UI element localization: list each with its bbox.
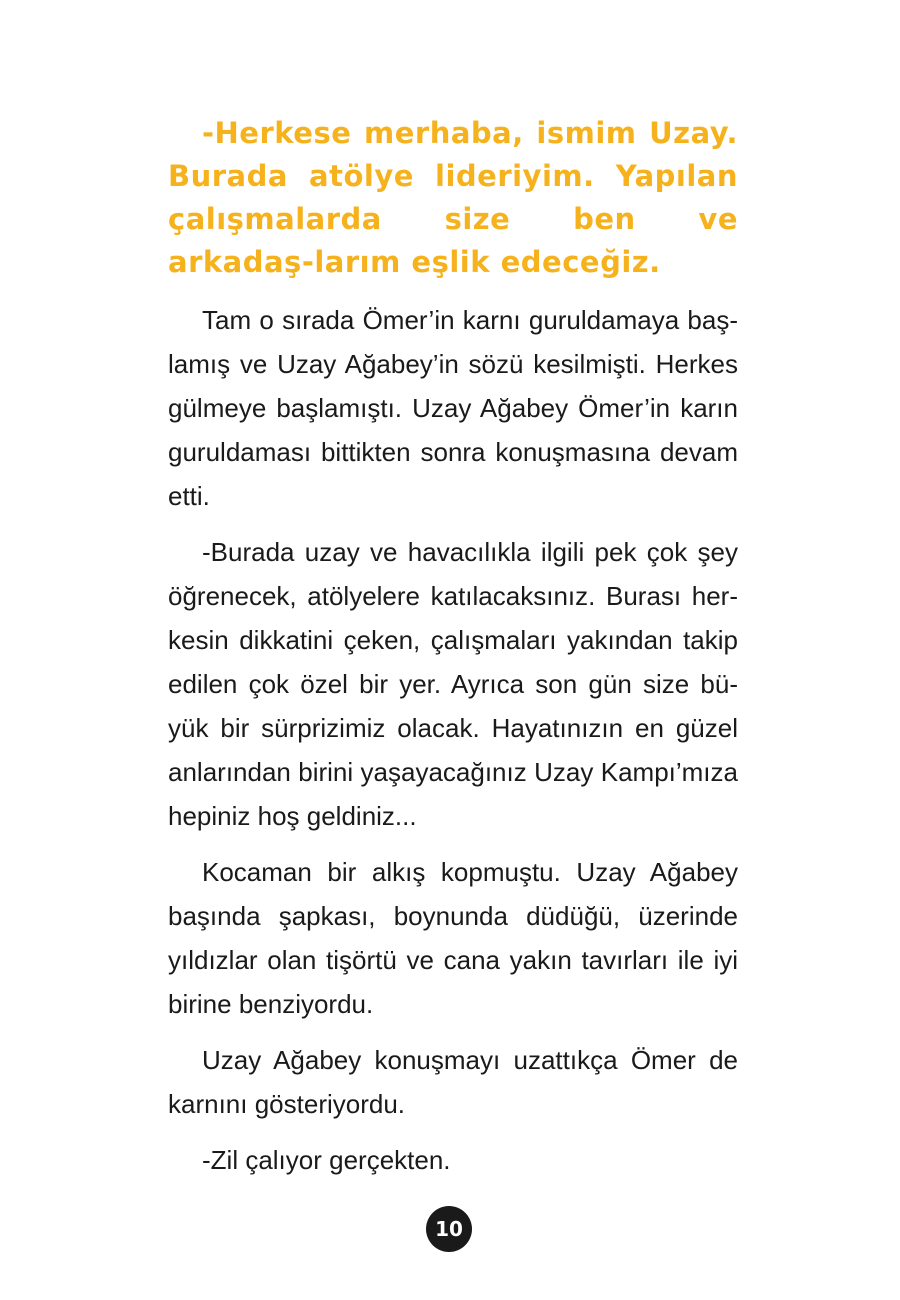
highlighted-dialogue: -Herkese merhaba, ismim Uzay. Burada atölye lideriyim. Yapılan çalışmalarda size ben ve arkadaş-larım eşlik edeceğiz. — [168, 116, 738, 279]
paragraph-1: Tam o sırada Ömer’in karnı guruldamaya baş-lamış ve Uzay Ağabey’in sözü kesilmişti. Herkes gülmeye başlamıştı. Uzay Ağabey Ömer’in karın guruldaması bittikten sonra konuşmasına devam etti. — [168, 305, 738, 511]
paragraph-2: -Burada uzay ve havacılıkla ilgili pek çok şey öğrenecek, atölyelere katılacaksınız. Burası her-kesin dikkatini çeken, çalışmaları yakından takip edilen çok özel bir yer. Ayrıca son gün size bü-yük bir sürprizimiz olacak. Hayatınızın en güzel anlarından birini yaşayacağınız Uzay Kampı’mıza hepiniz hoş geldiniz... — [168, 537, 738, 831]
paragraph-5: -Zil çalıyor gerçekten. — [202, 1145, 451, 1175]
paragraph-3: Kocaman bir alkış kopmuştu. Uzay Ağabey başında şapkası, boynunda düdüğü, üzerinde yıldızlar olan tişörtü ve cana yakın tavırları ile iyi birine benziyordu. — [168, 857, 738, 1019]
page-number-badge: 10 — [426, 1206, 472, 1252]
paragraph-4: Uzay Ağabey konuşmayı uzattıkça Ömer de karnını gösteriyordu. — [168, 1045, 738, 1119]
page-content — [168, 112, 738, 1194]
